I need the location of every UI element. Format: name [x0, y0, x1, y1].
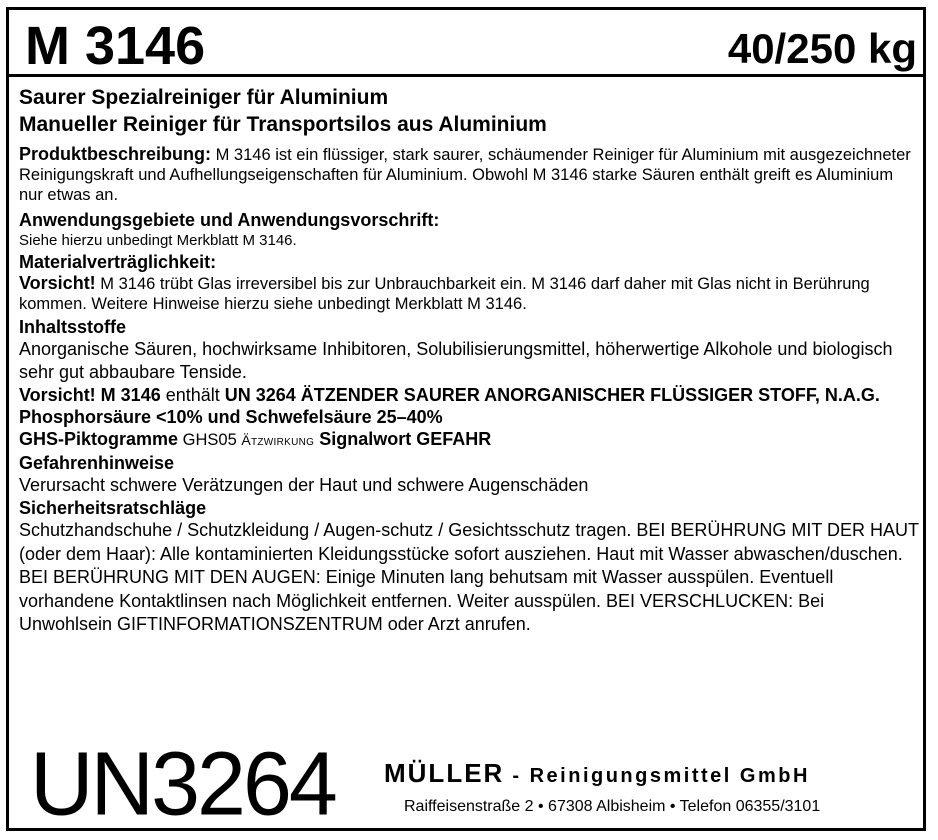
ghs-effect: Ätzwirkung	[241, 432, 315, 448]
usage-heading: Anwendungsgebiete und Anwendungsvorschrift:	[19, 210, 440, 230]
hazard-contains: enthält	[160, 385, 225, 405]
hazard-notes-heading: Gefahrenhinweise	[19, 453, 175, 473]
ingredients-heading: Inhaltsstoffe	[19, 317, 127, 337]
hazard-warning: Vorsicht! M 3146	[19, 385, 161, 405]
material-warning: Vorsicht!	[19, 273, 96, 293]
ghs-signal: Signalwort GEFAHR	[314, 429, 492, 449]
product-description-text: M 3146 ist ein flüssiger, stark saurer, schäumender Reiniger für Aluminium mit ausgezeichneter Reinigungskraft und Aufhellungseigenschaften für Aluminium. Obwohl M 3146 starke Säuren enthält greift es Aluminium nur etwas an.	[19, 146, 911, 204]
label-content	[19, 84, 919, 637]
company-address: Raiffeisenstraße 2 • 67308 Albisheim • Telefon 06355/3101	[404, 798, 821, 815]
product-description	[19, 144, 919, 205]
ghs-line	[19, 428, 919, 452]
hazard-statement	[19, 384, 919, 428]
product-description-label: Produktbeschreibung:	[19, 144, 212, 164]
hazard-substance: UN 3264 ÄTZENDER SAURER ANORGANISCHER FLÜSSIGER STOFF, N.A.G. Phosphorsäure <10% und Schwefelsäure 25–40%	[19, 385, 880, 427]
product-subtitle: Manueller Reiniger für Transportsilos aus Aluminium	[19, 113, 547, 136]
safety-text: Schutzhandschuhe / Schutzkleidung / Augen-schutz / Gesichtsschutz tragen. BEI BERÜHRUNG MIT DER HAUT (oder dem Haar): Alle kontaminierten Kleidungsstücke sofort ausziehen. Haut mit Wasser abwaschen/duschen. BEI BERÜHRUNG MIT DEN AUGEN: Einige Minuten lang behutsam mit Wasser ausspülen. Eventuell vorhandene Kontaktlinsen nach Möglichkeit entfernen. Weiter ausspülen. BEI VERSCHLUCKEN: Bei Unwohlsein GIFTINFORMATIONSZENTRUM oder Arzt anrufen.	[19, 520, 919, 634]
usage-text: Siehe hierzu unbedingt Merkblatt M 3146.	[19, 232, 297, 249]
safety-heading: Sicherheitsratschläge	[19, 498, 207, 518]
weight-label: 40/250 kg	[727, 25, 917, 72]
header-bar	[6, 7, 926, 77]
ghs-code: GHS05	[178, 431, 242, 449]
company-suffix: - Reinigungsmittel GmbH	[504, 765, 810, 787]
material-text	[19, 273, 919, 314]
hazard-notes-text: Verursacht schwere Verätzungen der Haut und schwere Augenschäden	[19, 475, 589, 495]
material-description: M 3146 trübt Glas irreversibel bis zur Unbrauchbarkeit ein. M 3146 darf daher mit Glas nicht in Berührung kommen. Weitere Hinweise hierzu siehe unbedingt Merkblatt M 3146.	[19, 275, 870, 313]
company-brand: MÜLLER	[384, 758, 505, 788]
ingredients-text: Anorganische Säuren, hochwirksame Inhibitoren, Solubilisierungsmittel, höherwertige Alkohole und biologisch sehr gut abbaubare Tenside.	[19, 339, 893, 382]
ghs-label: GHS-Piktogramme	[19, 429, 179, 449]
company-name	[384, 757, 810, 792]
material-heading: Materialverträglichkeit:	[19, 252, 217, 272]
product-code: M 3146	[25, 16, 206, 76]
un-number: UN3264	[30, 733, 335, 834]
product-title: Saurer Spezialreiniger für Aluminium	[19, 86, 389, 109]
